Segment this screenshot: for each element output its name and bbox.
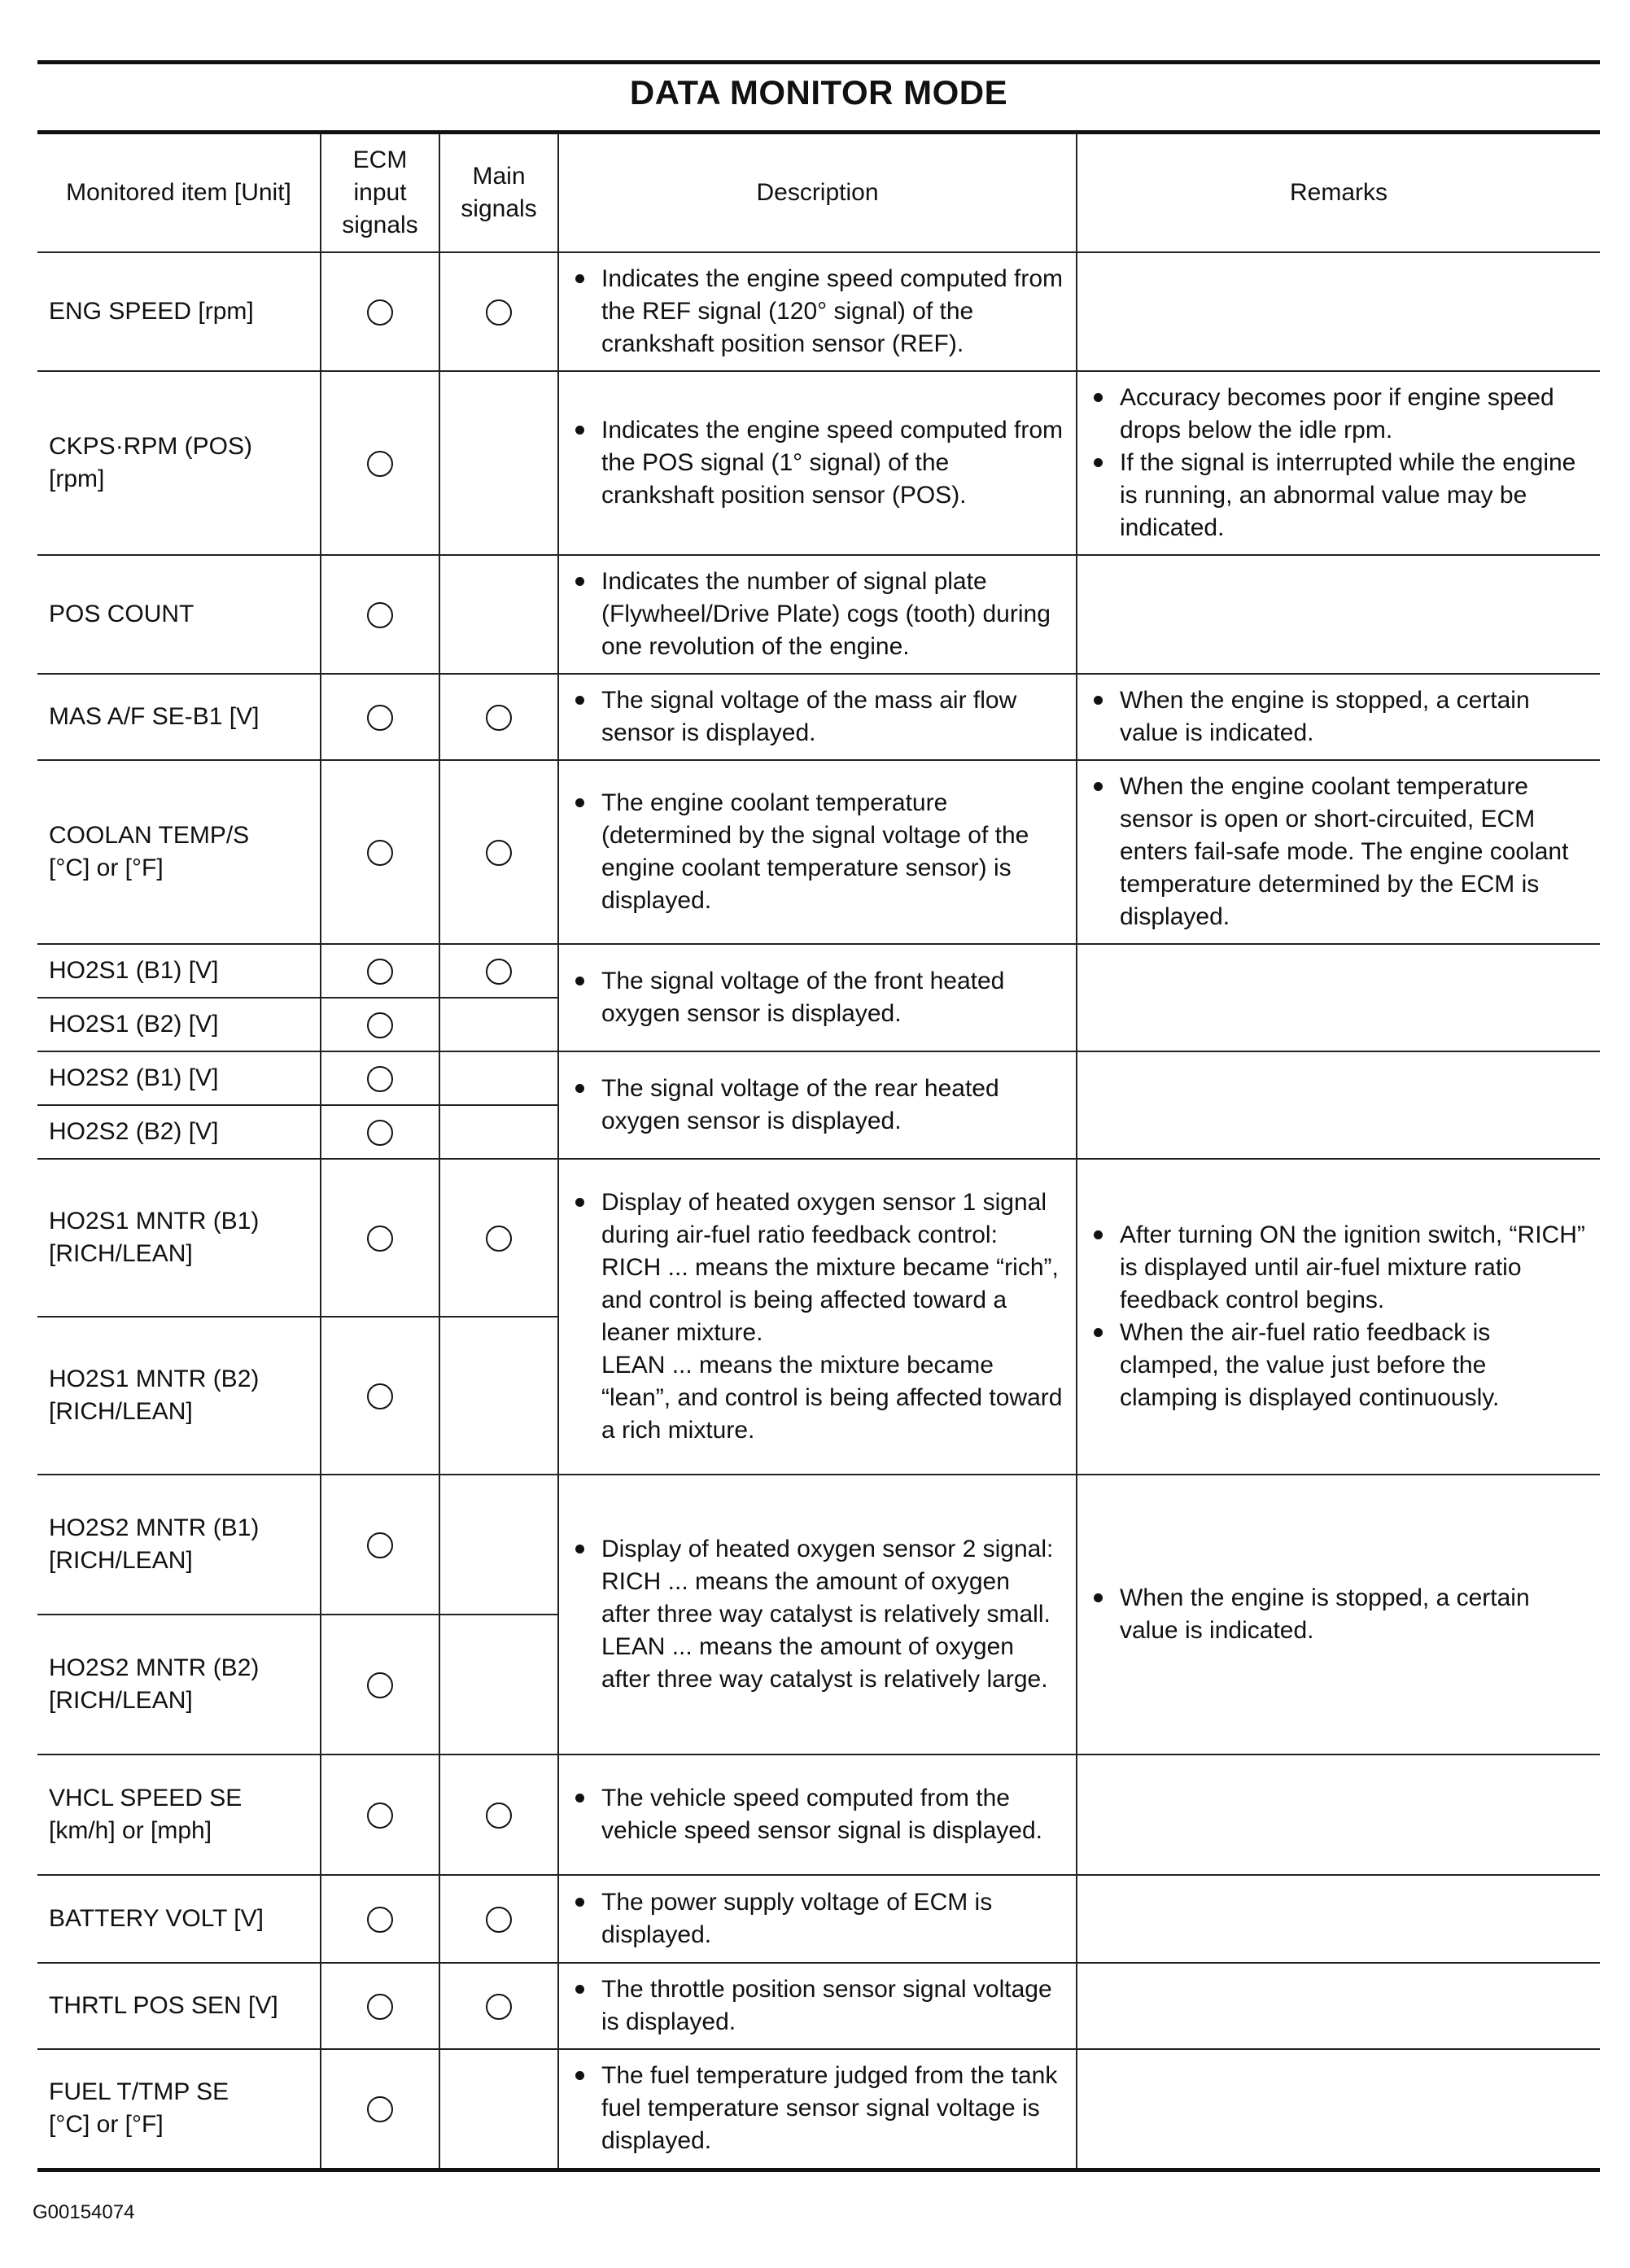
main-mark bbox=[439, 555, 558, 674]
table-row bbox=[37, 555, 1600, 674]
main-mark bbox=[439, 371, 558, 555]
description-cell: The signal voltage of the mass air flow sensor is displayed. bbox=[558, 674, 1077, 760]
col-header-ecm: ECM input signals bbox=[321, 133, 439, 253]
main-mark bbox=[439, 252, 558, 371]
ecm-mark bbox=[321, 944, 439, 998]
top-rule bbox=[37, 60, 1600, 64]
main-mark bbox=[439, 2049, 558, 2170]
main-mark bbox=[439, 1755, 558, 1875]
circle-mark-icon bbox=[367, 1066, 393, 1092]
description-cell: Display of heated oxygen sensor 1 signal during air-fuel ratio feedback control: RICH ... means the mixture became “rich”, and control is being affected toward a leaner mixture. LEAN ... means the mixture became “lean”, and control is being affected toward a rich mixture. bbox=[558, 1159, 1077, 1475]
main-mark bbox=[439, 1615, 558, 1755]
ecm-mark bbox=[321, 371, 439, 555]
item-cell: HO2S2 (B1) [V] bbox=[37, 1051, 321, 1105]
description-cell: The engine coolant temperature (determined by the signal voltage of the engine coolant temperature sensor) is displayed. bbox=[558, 760, 1077, 944]
table-row bbox=[37, 1963, 1600, 2049]
circle-mark-icon bbox=[367, 959, 393, 985]
item-cell: HO2S2 MNTR (B2) [RICH/LEAN] bbox=[37, 1615, 321, 1755]
circle-mark-icon bbox=[367, 1994, 393, 2020]
remarks-cell: When the engine coolant temperature sensor is open or short-circuited, ECM enters fail-safe mode. The engine coolant temperature determined by the ECM is displayed. bbox=[1077, 760, 1600, 944]
circle-mark-icon bbox=[486, 1907, 512, 1933]
main-mark bbox=[439, 1317, 558, 1475]
circle-mark-icon bbox=[486, 1226, 512, 1252]
circle-mark-icon bbox=[367, 1012, 393, 1038]
item-cell: BATTERY VOLT [V] bbox=[37, 1875, 321, 1963]
remarks-cell: When the engine is stopped, a certain value is indicated. bbox=[1077, 674, 1600, 760]
ecm-mark bbox=[321, 1317, 439, 1475]
circle-mark-icon bbox=[486, 705, 512, 731]
main-mark bbox=[439, 1051, 558, 1105]
main-mark bbox=[439, 1875, 558, 1963]
description-cell: Indicates the number of signal plate (Flywheel/Drive Plate) cogs (tooth) during one revolution of the engine. bbox=[558, 555, 1077, 674]
page-title: DATA MONITOR MODE bbox=[629, 73, 1008, 111]
description-cell: The vehicle speed computed from the vehicle speed sensor signal is displayed. bbox=[558, 1755, 1077, 1875]
ecm-mark bbox=[321, 760, 439, 944]
circle-mark-icon bbox=[486, 1803, 512, 1829]
remarks-cell bbox=[1077, 252, 1600, 371]
item-cell: HO2S1 (B2) [V] bbox=[37, 998, 321, 1051]
description-cell: The signal voltage of the front heated oxygen sensor is displayed. bbox=[558, 944, 1077, 1051]
item-cell: ENG SPEED [rpm] bbox=[37, 252, 321, 371]
ecm-mark bbox=[321, 1475, 439, 1615]
table-row bbox=[37, 371, 1600, 555]
circle-mark-icon bbox=[486, 840, 512, 866]
item-cell: HO2S1 MNTR (B1) [RICH/LEAN] bbox=[37, 1159, 321, 1317]
remarks-cell bbox=[1077, 1755, 1600, 1875]
circle-mark-icon bbox=[486, 1994, 512, 2020]
ecm-mark bbox=[321, 252, 439, 371]
description-cell: The fuel temperature judged from the tank fuel temperature sensor signal voltage is displayed. bbox=[558, 2049, 1077, 2170]
ecm-mark bbox=[321, 555, 439, 674]
header-row bbox=[37, 133, 1600, 253]
item-cell: MAS A/F SE-B1 [V] bbox=[37, 674, 321, 760]
description-cell: Indicates the engine speed computed from the POS signal (1° signal) of the crankshaft position sensor (POS). bbox=[558, 371, 1077, 555]
circle-mark-icon bbox=[367, 840, 393, 866]
remarks-cell bbox=[1077, 2049, 1600, 2170]
ecm-mark bbox=[321, 1615, 439, 1755]
main-mark bbox=[439, 1475, 558, 1615]
description-cell: Indicates the engine speed computed from the REF signal (120° signal) of the crankshaft position sensor (REF). bbox=[558, 252, 1077, 371]
table-row bbox=[37, 1755, 1600, 1875]
table-row bbox=[37, 2049, 1600, 2170]
item-cell: HO2S1 (B1) [V] bbox=[37, 944, 321, 998]
ecm-mark bbox=[321, 998, 439, 1051]
description-cell: The power supply voltage of ECM is displayed. bbox=[558, 1875, 1077, 1963]
ecm-mark bbox=[321, 1755, 439, 1875]
remarks-cell bbox=[1077, 944, 1600, 1051]
ecm-mark bbox=[321, 1159, 439, 1317]
item-cell: VHCL SPEED SE [km/h] or [mph] bbox=[37, 1755, 321, 1875]
description-cell: The throttle position sensor signal voltage is displayed. bbox=[558, 1963, 1077, 2049]
item-cell: HO2S2 MNTR (B1) [RICH/LEAN] bbox=[37, 1475, 321, 1615]
table-row bbox=[37, 1475, 1600, 1615]
circle-mark-icon bbox=[367, 1226, 393, 1252]
main-mark bbox=[439, 998, 558, 1051]
item-cell: THRTL POS SEN [V] bbox=[37, 1963, 321, 2049]
main-mark bbox=[439, 1105, 558, 1159]
ecm-mark bbox=[321, 674, 439, 760]
circle-mark-icon bbox=[367, 1532, 393, 1558]
circle-mark-icon bbox=[486, 959, 512, 985]
circle-mark-icon bbox=[367, 1907, 393, 1933]
item-cell: POS COUNT bbox=[37, 555, 321, 674]
circle-mark-icon bbox=[367, 1803, 393, 1829]
table-row bbox=[37, 944, 1600, 998]
item-cell: CKPS·RPM (POS) [rpm] bbox=[37, 371, 321, 555]
circle-mark-icon bbox=[367, 1672, 393, 1698]
description-cell: The signal voltage of the rear heated oxygen sensor is displayed. bbox=[558, 1051, 1077, 1159]
circle-mark-icon bbox=[367, 1383, 393, 1409]
table-row bbox=[37, 760, 1600, 944]
ecm-mark bbox=[321, 1105, 439, 1159]
remarks-cell bbox=[1077, 555, 1600, 674]
circle-mark-icon bbox=[367, 1120, 393, 1146]
ecm-mark bbox=[321, 2049, 439, 2170]
main-mark bbox=[439, 1963, 558, 2049]
col-header-description: Description bbox=[558, 133, 1077, 253]
remarks-cell: After turning ON the ignition switch, “RICH” is displayed until air-fuel mixture ratio feedback control begins. When the air-fuel ratio feedback is clamped, the value just before the clamping is displayed continuously. bbox=[1077, 1159, 1600, 1475]
remarks-cell bbox=[1077, 1875, 1600, 1963]
remarks-cell: When the engine is stopped, a certain value is indicated. bbox=[1077, 1475, 1600, 1755]
col-header-remarks: Remarks bbox=[1077, 133, 1600, 253]
description-cell: Display of heated oxygen sensor 2 signal: RICH ... means the amount of oxygen after three way catalyst is relatively small. LEAN ... means the amount of oxygen after three way catalyst is relatively large. bbox=[558, 1475, 1077, 1755]
remarks-cell bbox=[1077, 1051, 1600, 1159]
item-cell: HO2S1 MNTR (B2) [RICH/LEAN] bbox=[37, 1317, 321, 1475]
item-cell: COOLAN TEMP/S [°C] or [°F] bbox=[37, 760, 321, 944]
main-mark bbox=[439, 674, 558, 760]
table-row bbox=[37, 674, 1600, 760]
table-row bbox=[37, 1051, 1600, 1105]
table-row bbox=[37, 252, 1600, 371]
circle-mark-icon bbox=[367, 299, 393, 326]
item-cell: HO2S2 (B2) [V] bbox=[37, 1105, 321, 1159]
remarks-cell: Accuracy becomes poor if engine speed drops below the idle rpm. If the signal is interrupted while the engine is running, an abnormal value may be indicated. bbox=[1077, 371, 1600, 555]
main-mark bbox=[439, 1159, 558, 1317]
circle-mark-icon bbox=[367, 705, 393, 731]
main-mark bbox=[439, 944, 558, 998]
main-mark bbox=[439, 760, 558, 944]
col-header-item: Monitored item [Unit] bbox=[37, 133, 321, 253]
remarks-cell bbox=[1077, 1963, 1600, 2049]
table-row bbox=[37, 1159, 1600, 1317]
ecm-mark bbox=[321, 1963, 439, 2049]
item-cell: FUEL T/TMP SE [°C] or [°F] bbox=[37, 2049, 321, 2170]
ecm-mark bbox=[321, 1051, 439, 1105]
data-monitor-table bbox=[37, 130, 1600, 2172]
circle-mark-icon bbox=[367, 602, 393, 628]
ecm-mark bbox=[321, 1875, 439, 1963]
table-row bbox=[37, 1875, 1600, 1963]
circle-mark-icon bbox=[367, 451, 393, 477]
circle-mark-icon bbox=[486, 299, 512, 326]
circle-mark-icon bbox=[367, 2096, 393, 2122]
figure-code: G00154074 bbox=[33, 2201, 135, 2223]
col-header-main: Main signals bbox=[439, 133, 558, 253]
